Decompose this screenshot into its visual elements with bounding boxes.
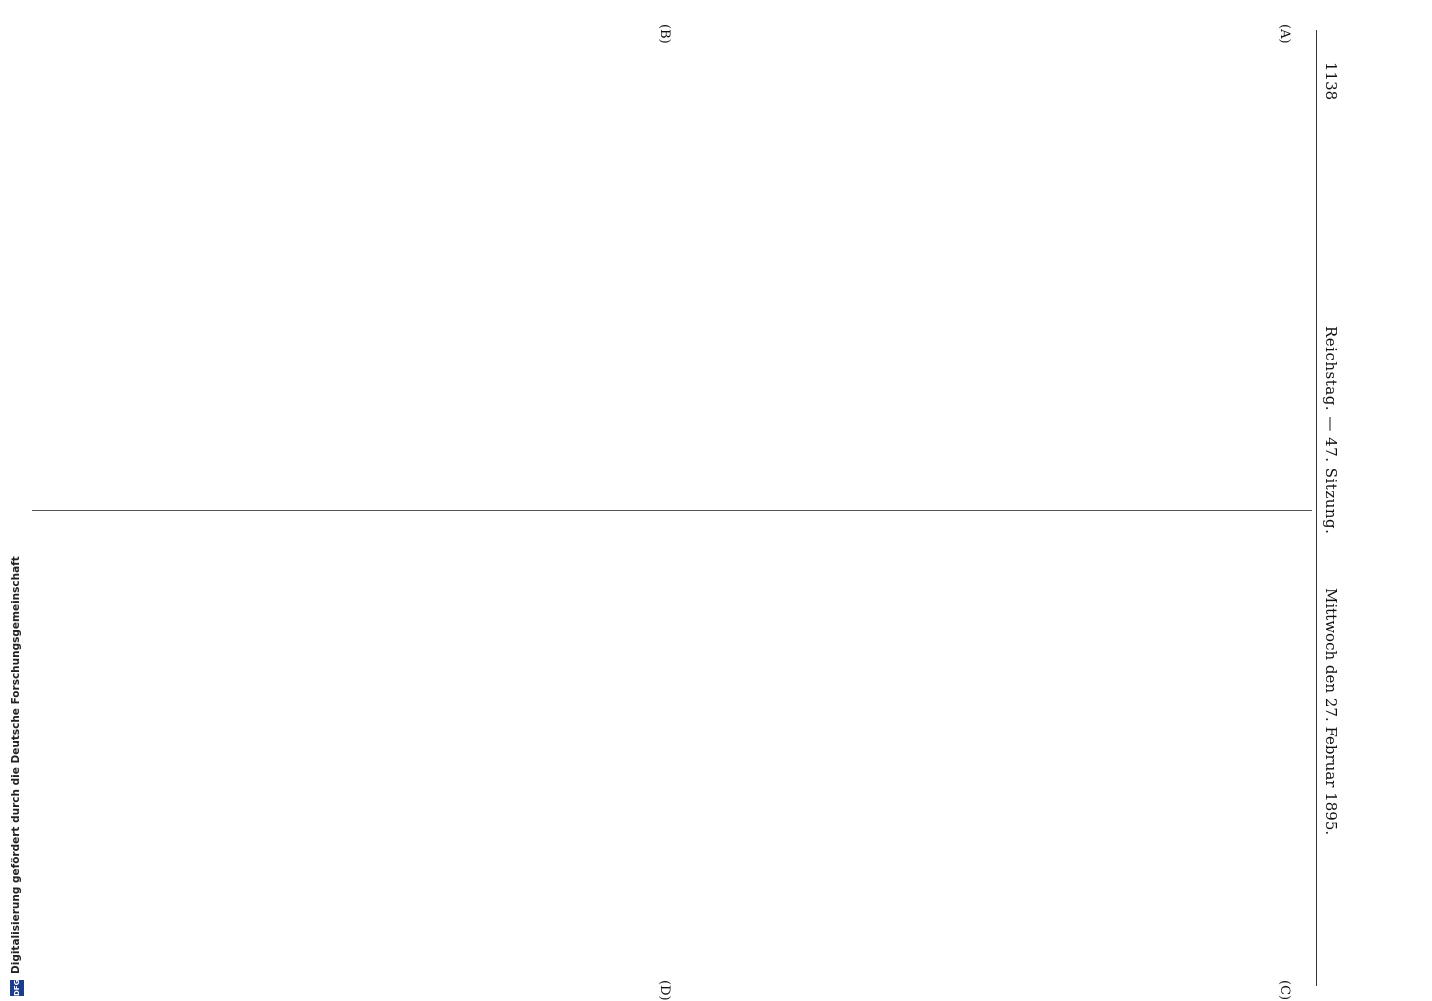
column-divider [32, 510, 1312, 511]
margin-marker-c: (C) [1277, 980, 1292, 1001]
footer [0, 0, 30, 1000]
margin-marker-d: (D) [657, 980, 672, 1001]
dfg-logo-icon: DFG [10, 980, 24, 996]
page-title: Reichstag. — 47. Sitzung. [1322, 326, 1340, 535]
page-number: 1138 [1322, 62, 1340, 101]
text-column-left [18, 40, 1308, 502]
header-rule [1316, 30, 1317, 986]
page-header [1322, 26, 1432, 986]
footer-text: Digitalisierung gefördert durch die Deutsche Forschungsgemeinschaft [10, 556, 22, 974]
margin-marker-a: (A) [1277, 24, 1292, 44]
text-column-right [18, 534, 1308, 996]
margin-marker-b: (B) [657, 24, 672, 44]
page-date: Mittwoch den 27. Februar 1895. [1322, 588, 1340, 836]
